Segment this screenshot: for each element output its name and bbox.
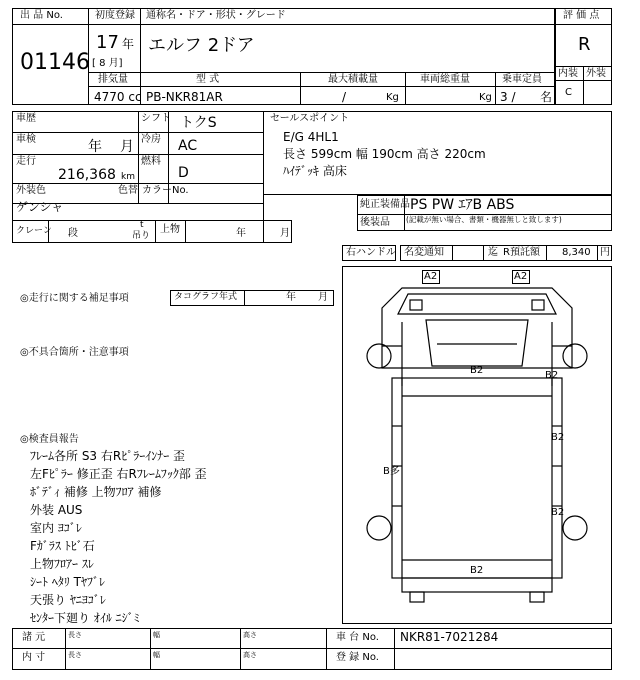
note-line: 左Fﾋﾟﾗｰ 修正歪 右Rﾌﾚｰﾑﾌｯｸ部 歪 — [30, 467, 207, 481]
defects-title: ◎不具合箇所・注意事項 — [20, 347, 129, 358]
footer-len-1: 長さ — [68, 631, 82, 639]
yen: 円 — [600, 247, 610, 258]
lot-no-label: 出 品 No. — [20, 10, 63, 21]
crane-stage: 段 — [68, 228, 78, 239]
bed-year-unit: 年 — [236, 228, 246, 239]
aftermarket-note: (記載が無い場合、書類・機器無しと致します) — [406, 215, 562, 224]
crane-ton: t — [140, 220, 144, 230]
mileage-label: 走行 — [16, 156, 36, 167]
max-load-unit: Kg — [386, 92, 399, 103]
handle: 右ハンドル — [346, 247, 396, 258]
gross-weight-label: 車両総重量 — [420, 74, 470, 85]
displacement-label: 排気量 — [98, 74, 128, 85]
chassis-label: 車 台 No. — [336, 632, 379, 643]
damage-mark: A2 — [424, 271, 438, 282]
note-line: 上物ﾌﾛｱｰ ｽﾚ — [30, 557, 94, 571]
tachograph-label: タコグラフ年式 — [174, 292, 238, 302]
first-reg-year: 17 — [96, 32, 119, 53]
sales-line-2: 長さ 599cm 幅 190cm 高さ 220cm — [283, 147, 486, 161]
first-reg-month: [ 8 月] — [92, 58, 123, 69]
sales-points-label: セールスポイント — [270, 113, 350, 124]
footer-width-1: 幅 — [153, 631, 160, 639]
note-line: Fｶﾞﾗｽ ﾄﾋﾞ石 — [30, 539, 95, 553]
bed-box — [185, 220, 292, 243]
damage-mark: B2 — [470, 565, 484, 576]
note-line: 室内 ﾖｺﾞﾚ — [30, 521, 82, 535]
aftermarket-label: 後装品 — [360, 217, 390, 228]
genuine: PS PW ｴｱB ABS — [410, 197, 515, 213]
gross-weight-unit: Kg — [479, 92, 492, 103]
mileage-unit: km — [121, 172, 135, 182]
year-unit: 年 — [122, 37, 135, 51]
inspector-title: ◎検査員報告 — [20, 434, 79, 445]
sales-line-1: E/G 4HL1 — [283, 130, 339, 144]
inspection-year-unit: 年 — [88, 139, 102, 155]
sales-line-3: ﾊｲﾃﾞｯｷ 高床 — [283, 164, 347, 178]
ac-label: 冷房 — [141, 134, 161, 145]
grade-label: 評 価 点 — [563, 10, 600, 21]
crane-hang: 吊り — [132, 231, 151, 241]
damage-mark: B2 — [470, 365, 484, 376]
footer-width-2: 幅 — [153, 651, 160, 659]
grade: R — [578, 34, 591, 55]
bed-label: 上物 — [160, 224, 180, 235]
supplement-title: ◎走行に関する補足事項 — [20, 293, 129, 304]
footer-len-2: 長さ — [68, 651, 82, 659]
displacement: 4770 cc — [94, 90, 142, 104]
name-label: 通称名・ドア・形状・グレード — [146, 10, 286, 21]
recycle-amount: 8,340 — [562, 247, 591, 258]
mileage-changed-check — [452, 245, 484, 261]
recycle-label: R預託額 — [503, 247, 540, 258]
fuel-label: 燃料 — [141, 156, 161, 167]
capacity-unit: 名 — [540, 90, 553, 104]
model: PB-NKR81AR — [146, 90, 223, 104]
mileage-changed: 名変通知 — [404, 247, 444, 258]
interior-label: 内装 — [558, 68, 578, 79]
inspection-label: 車検 — [16, 134, 36, 145]
reg-label: 登 録 No. — [336, 652, 379, 663]
crane-label: クレーン — [16, 226, 52, 236]
bed-month-unit: 月 — [280, 228, 290, 239]
damage-mark: B2 — [551, 507, 565, 518]
capacity: 3 / — [500, 90, 516, 104]
footer-label-2: 内 寸 — [22, 652, 46, 663]
chassis: NKR81-7021284 — [400, 630, 499, 644]
tacho-year-unit: 年 — [286, 292, 296, 303]
note-line: 外装 AUS — [30, 503, 83, 517]
ac: AC — [178, 138, 198, 154]
ext-color-label: 外装色 — [16, 185, 46, 196]
damage-mark: B2 — [545, 370, 559, 381]
mileage: 216,368 — [58, 167, 116, 183]
damage-mark: A2 — [514, 271, 528, 282]
tacho-month-unit: 月 — [318, 292, 328, 303]
fuel: D — [178, 165, 189, 181]
capacity-label: 乗車定員 — [502, 74, 542, 85]
inspection-month-unit: 月 — [120, 139, 134, 155]
tax-label: 迄 — [488, 247, 498, 258]
exterior-label: 外装 — [586, 68, 606, 79]
max-load: / — [342, 90, 347, 104]
first-reg-label: 初度登録 — [95, 10, 135, 21]
note-line: ｾﾝﾀｰ下廻り ｵｲﾙ ﾆｼﾞﾐ — [30, 611, 140, 625]
note-line: ﾌﾚｰﾑ各所 S3 右Rﾋﾟﾗｰｲﾝﾅｰ 歪 — [30, 449, 186, 463]
color-no-label: カラーNo. — [142, 185, 189, 196]
shift: トクS — [180, 115, 217, 131]
model-label: 型 式 — [196, 74, 220, 85]
interior-grade: C — [565, 87, 572, 98]
footer-height-2: 高さ — [243, 651, 257, 659]
damage-mark: B多 — [383, 466, 400, 477]
damage-mark: B2 — [551, 432, 565, 443]
note-line: ｼｰﾄ ﾍﾀﾘ Tﾔﾌﾞﾚ — [30, 575, 105, 589]
color-change-label: 色替 — [118, 185, 138, 196]
footer-label-1: 諸 元 — [22, 632, 46, 643]
lot-no: 01146 — [20, 50, 90, 75]
history-label: 車歴 — [16, 113, 36, 124]
ext-color: ゲンシャ — [16, 200, 64, 214]
max-load-label: 最大積載量 — [328, 74, 378, 85]
genuine-label: 純正装備品 — [360, 199, 410, 210]
footer-box — [12, 628, 612, 670]
footer-height-1: 高さ — [243, 631, 257, 639]
car-name: エルフ 2ドア — [148, 35, 255, 56]
note-line: 天張り ﾔﾆﾖｺﾞﾚ — [30, 593, 106, 607]
note-line: ﾎﾞﾃﾞｨ 補修 上物ﾌﾛｱ 補修 — [30, 485, 162, 499]
shift-label: シフト — [141, 113, 171, 124]
